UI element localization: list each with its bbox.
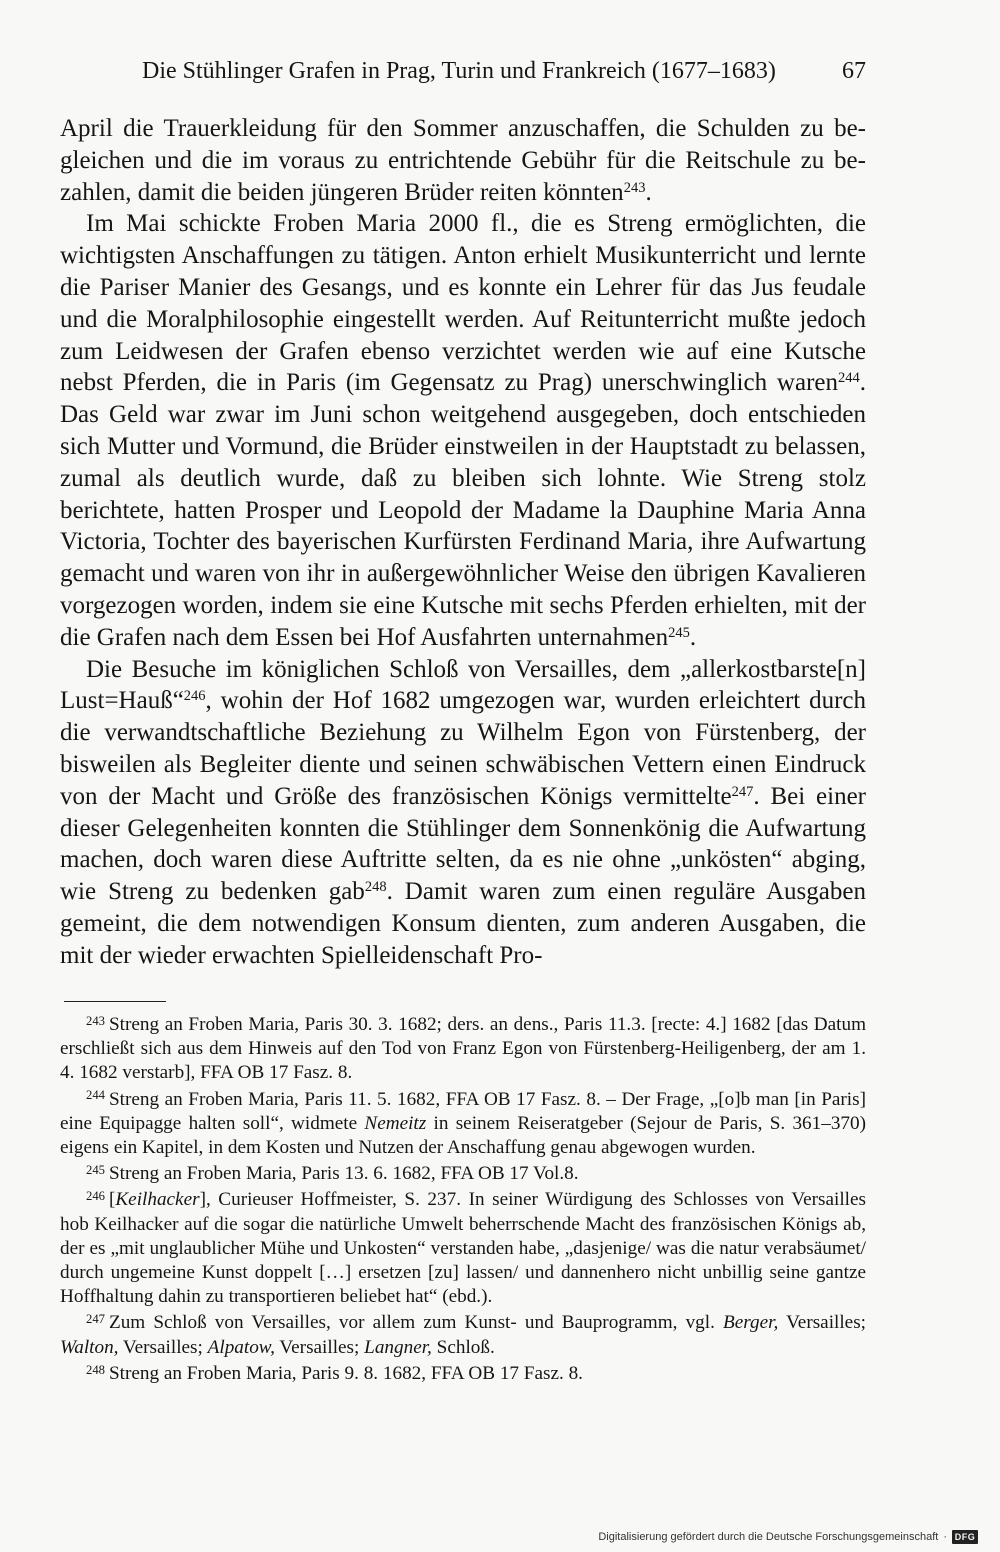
text-run: Im Mai schickte Froben Maria 2000 fl., die es Streng ermöglichten, die wichtigsten Anschaffungen zu tätigen. Anton erhielt Musikunterricht und lernte die Pariser Manier des Gesangs, und es konnte ein Lehrer für das Jus feudale und die Moralphilosophie eingestellt werden. Auf Reitunterricht mußte jedoch zum Leidwesen der Grafen ebenso verzichtet werden wie auf eine Kutsche nebst Pferden, die in Paris (im Gegensatz zu Prag) unerschwinglich waren xyxy=(60,210,866,397)
author-name: Nemeitz xyxy=(364,1112,427,1134)
footnote-248 xyxy=(60,1362,866,1386)
text-run: ], Curieuser Hoffmeister, S. 237. In seiner Würdigung des Schlosses von Versailles hob Keilhacker auf die sogar die natürliche Umwelt beherrschende Macht des französischen Königs ab, der es „mit unglaublicher Mühe und Unkosten“ verstanden habe, „dasjenige/ was die natur verabsäumet/ durch ungemeine Kunst doppelt […] ersetzen [zu] lassen/ und dannenhero nicht unbillig seine gantze Hoffhaltung dahin zu transportieren beliebet hat“ (ebd.). xyxy=(60,1189,866,1308)
text-run: . xyxy=(689,623,697,651)
footnote-number: 246 xyxy=(86,1189,105,1204)
running-title: Die Stühlinger Grafen in Prag, Turin und Frankreich (1677–1683) xyxy=(142,58,776,84)
text-run: April die Trauerkleidung für den Sommer anzuschaffen, die Schulden zu begleichen und die im voraus zu entrichtende Gebühr für die Reitschule zu bezahlen, damit die beiden jüngeren Brüder reiten könnten xyxy=(60,115,866,206)
text-run: . Das Geld war zwar im Juni schon weitgehend ausgegeben, doch entschieden sich Mutter und Vormund, die Brüder einstweilen in der Hauptstadt zu belassen, zumal als deutlich wurde, daß zu bleiben sich lohnte. Wie Streng stolz berichtete, hatten Prosper und Leopold der Madame la Dauphine Maria Anna Victoria, Tochter des bayerischen Kurfürsten Ferdinand Maria, ihre Aufwartung gemacht und waren von ihr in außergewöhnlicher Weise den übrigen Kavalieren vorgezogen worden, indem sie eine Kutsche mit sechs Pferden erhielten, mit der die Grafen nach dem Essen bei Hof Ausfahrten unternahmen xyxy=(60,369,866,651)
footnotes xyxy=(60,1013,866,1388)
footnote-number: 243 xyxy=(86,1013,105,1028)
text-run: , wohin der Hof 1682 umgezogen war, wurden erleichtert durch die verwandtschaftliche Beziehung zu Wilhelm Egon von Fürstenberg, der bisweilen als Begleiter diente und seinen schwäbischen Vettern einen Eindruck von der Macht und Größe des französischen Königs vermittelte xyxy=(60,687,866,810)
text-run: Versailles; xyxy=(274,1336,365,1358)
text-run: Schloß. xyxy=(431,1336,495,1358)
author-name: Walton, xyxy=(60,1336,119,1358)
author-name: Alpatow, xyxy=(207,1336,275,1358)
footnote-246 xyxy=(60,1188,866,1309)
paragraph-3 xyxy=(60,654,866,972)
footnote-number: 247 xyxy=(86,1312,105,1327)
text-run: Streng an Froben Maria, Paris 30. 3. 1682; ders. an dens., Paris 11.3. [recte: 4.] 1682 [das Datum erschließt sich aus dem Hinweis auf den Tod von Franz Egon von Fürstenberg-Heiligenberg, der am 1. 4. 1682 verstarb], FFA OB 17 Fasz. 8. xyxy=(60,1014,866,1084)
page-number: 67 xyxy=(842,58,866,84)
footnote-number: 244 xyxy=(86,1088,105,1103)
footnote-separator xyxy=(64,1001,166,1002)
footnote-244 xyxy=(60,1088,866,1161)
paragraph-2 xyxy=(60,208,866,653)
main-text xyxy=(60,113,866,972)
footnote-ref: 246 xyxy=(183,688,206,705)
author-name: Berger, xyxy=(723,1312,779,1334)
text-run: Zum Schloß von Versailles, vor allem zum Kunst- und Bauprogramm, vgl. xyxy=(108,1312,724,1334)
text-run: . Bei einer dieser Gelegenheiten konnten die Stühlinger dem Sonnenkönig die Aufwartung machen, doch waren diese Auftritte selten, da es nie ohne „unkösten“ abging, wie Streng zu bedenken gab xyxy=(60,782,866,906)
footnote-ref: 248 xyxy=(364,879,387,896)
footnote-number: 248 xyxy=(86,1362,105,1377)
text-run: Die Besuche im königlichen Schloß von Versailles, dem „allerkostbarste[n] Lust=Hauß“ xyxy=(60,655,866,715)
text-run: Versailles; xyxy=(778,1312,866,1334)
digitization-credit: Digitalisierung gefördert durch die Deutsche Forschungsgemeinschaft · DFG xyxy=(598,1530,978,1544)
text-run: Streng an Froben Maria, Paris 13. 6. 1682, FFA OB 17 Vol.8. xyxy=(108,1163,579,1185)
credit-text: Digitalisierung gefördert durch die Deutsche Forschungsgemeinschaft xyxy=(598,1531,939,1543)
text-run: Versailles; xyxy=(118,1336,208,1358)
dfg-logo-icon: DFG xyxy=(952,1530,978,1544)
paragraph-1 xyxy=(60,113,866,208)
text-run: Streng an Froben Maria, Paris 9. 8. 1682, FFA OB 17 Fasz. 8. xyxy=(108,1362,583,1384)
author-name: Langner, xyxy=(364,1336,432,1358)
text-run: Streng an Froben Maria, Paris 11. 5. 1682, FFA OB 17 Fasz. 8. – Der Frage, „[o]b man [in Paris] eine Equipagge halten soll“, widmete xyxy=(60,1088,866,1134)
author-name: Keilhacker xyxy=(115,1189,200,1211)
footnote-number: 245 xyxy=(86,1162,105,1177)
footnote-ref: 244 xyxy=(838,370,860,387)
text-run: . xyxy=(645,178,652,206)
footnote-ref: 243 xyxy=(623,179,646,196)
text-run: . Damit waren zum einen reguläre Ausgaben gemeint, die dem notwendigen Konsum dienten, zum anderen Ausgaben, die mit der wieder erwachten Spielleidenschaft Pro- xyxy=(60,878,866,969)
footnote-245 xyxy=(60,1162,866,1186)
footnote-ref: 247 xyxy=(731,783,754,800)
text-run: [ xyxy=(108,1189,116,1211)
footnote-247 xyxy=(60,1311,866,1359)
footnote-ref: 245 xyxy=(668,624,690,641)
text-run: in seinem Reiseratgeber (Sejour de Paris, S. 361–370) eigens ein Kapitel, in dem Kosten und Nutzen der Anschaffung genau abgewogen wurden. xyxy=(60,1112,867,1159)
footnote-243 xyxy=(60,1013,866,1086)
